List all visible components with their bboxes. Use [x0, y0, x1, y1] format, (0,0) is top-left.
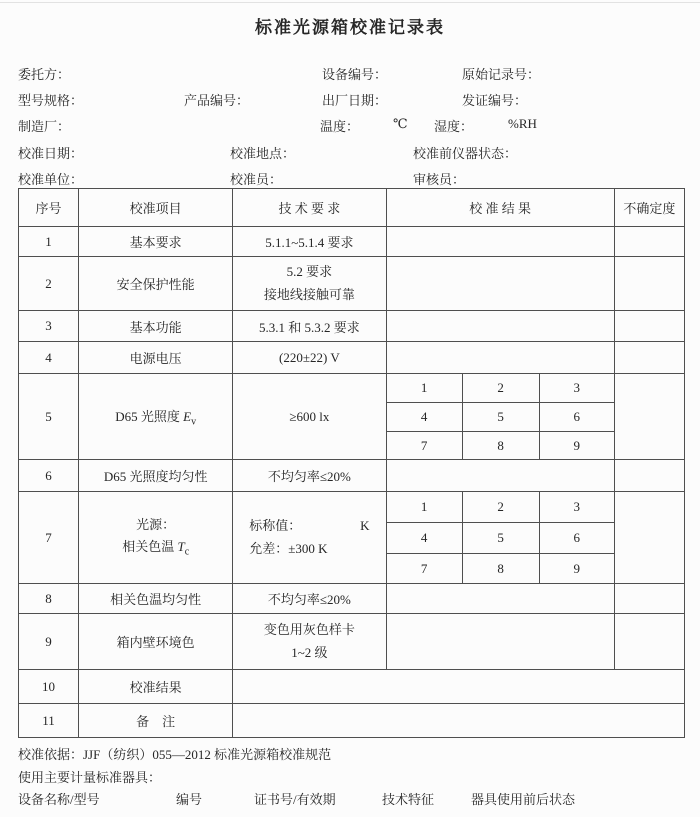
item-text: 相关色温: [122, 539, 178, 555]
temperature-unit: ℃: [393, 116, 408, 131]
requirement-cell: 不均匀率≤20%: [233, 584, 386, 614]
standard-instruments-label: 使用主要计量标准器具：: [18, 770, 162, 785]
result-cell: [386, 460, 614, 492]
result-grid-cell: 7: [386, 432, 462, 460]
item-line: [79, 536, 232, 561]
merged-result-cell: [233, 670, 685, 704]
result-grid-cell: 6: [539, 403, 614, 432]
requirement-cell: [233, 492, 386, 584]
item-cell: 校准结果: [79, 670, 233, 704]
item-symbol: E: [183, 408, 192, 424]
tech-feature-col-header: 技术特征: [382, 792, 435, 807]
result-cell: [386, 257, 614, 311]
requirement-line: 接地线接触可靠: [263, 286, 355, 302]
product-no-label: 产品编号：: [184, 93, 250, 108]
calibration-place-label: 校准地点：: [230, 146, 296, 161]
result-grid-cell: 5: [462, 523, 539, 554]
item-text: D65 光照度: [115, 408, 184, 424]
item-cell: 备 注: [79, 704, 233, 738]
nominal-unit: K: [360, 517, 370, 533]
requirement-cell: [233, 257, 386, 311]
result-grid-cell: 9: [539, 554, 614, 584]
humidity-label: 湿度：: [434, 119, 474, 134]
result-cell: [386, 584, 614, 614]
result-grid-cell: 2: [462, 374, 539, 403]
table-row: [19, 670, 685, 704]
item-cell: 相关色温均匀性: [79, 584, 233, 614]
item-cell: [79, 492, 233, 584]
requirement-cell: ≥600 lx: [233, 374, 386, 460]
model-spec-label: 型号规格：: [18, 93, 84, 108]
serial-no-col-header: 编号: [176, 792, 203, 807]
calibration-org-label: 校准单位：: [18, 172, 84, 187]
uncertainty-cell: [614, 584, 684, 614]
item-cell: 箱内壁环境色: [79, 614, 233, 670]
tolerance-line: 允差：±300 K: [249, 540, 328, 556]
requirement-cell: [233, 614, 386, 670]
result-cell: [386, 227, 614, 257]
requirement-cell: 5.1.1~5.1.4 要求: [233, 227, 386, 257]
row-no-cell: 11: [19, 704, 79, 738]
result-grid-cell: 1: [386, 374, 462, 403]
nominal-value-line: [233, 515, 385, 538]
table-row: [19, 342, 685, 374]
col-header-result: 校 准 结 果: [386, 189, 614, 227]
usage-state-col-header: 器具使用前后状态: [471, 792, 576, 807]
table-row: [19, 257, 685, 311]
scan-edge-line: [0, 2, 700, 3]
col-header-requirement: 技 术 要 求: [233, 189, 386, 227]
table-row: [19, 614, 685, 670]
table-row: [19, 704, 685, 738]
manufacturer-label: 制造厂：: [18, 119, 71, 134]
item-cell: 基本要求: [79, 227, 233, 257]
result-grid-cell: 7: [386, 554, 462, 584]
item-cell: [79, 374, 233, 460]
row-no-cell: 5: [19, 374, 79, 460]
result-grid-cell: 9: [539, 432, 614, 460]
item-cell: 电源电压: [79, 342, 233, 374]
table-row: [19, 460, 685, 492]
certificate-no-label: 发证编号：: [462, 93, 528, 108]
result-grid-cell: 8: [462, 432, 539, 460]
equipment-name-col-header: 设备名称/型号: [18, 792, 100, 807]
reviewer-label: 审核员：: [413, 172, 466, 187]
calibration-table: [18, 188, 685, 738]
page-title: 标准光源箱校准记录表: [255, 18, 445, 37]
row-no-cell: 4: [19, 342, 79, 374]
result-cell: [386, 614, 614, 670]
table-header-row: [19, 189, 685, 227]
result-grid-cell: 2: [462, 492, 539, 523]
row-no-cell: 8: [19, 584, 79, 614]
requirement-line: 5.2 要求: [286, 263, 333, 279]
uncertainty-cell: [614, 257, 684, 311]
pre-calibration-state-label: 校准前仪器状态：: [413, 146, 518, 161]
result-grid-cell: 3: [539, 374, 614, 403]
row-no-cell: 2: [19, 257, 79, 311]
result-grid-cell: 8: [462, 554, 539, 584]
uncertainty-cell: [614, 311, 684, 342]
row-no-cell: 1: [19, 227, 79, 257]
result-grid-cell: 4: [386, 523, 462, 554]
table-row: [19, 492, 685, 523]
item-cell: 基本功能: [79, 311, 233, 342]
item-symbol: T: [177, 539, 185, 555]
table-row: [19, 374, 685, 403]
factory-date-label: 出厂日期：: [322, 93, 388, 108]
device-no-label: 设备编号：: [322, 67, 388, 82]
original-record-no-label: 原始记录号：: [462, 67, 541, 82]
uncertainty-cell: [614, 374, 684, 460]
col-header-uncertainty: 不确定度: [614, 189, 684, 227]
requirement-cell: 不均匀率≤20%: [233, 460, 386, 492]
table-row: [19, 311, 685, 342]
item-cell: D65 光照度均匀性: [79, 460, 233, 492]
uncertainty-cell: [614, 227, 684, 257]
calibration-basis: 校准依据：JJF（纺织）055—2012 标准光源箱校准规范: [18, 747, 332, 762]
item-subscript: v: [191, 416, 197, 428]
requirement-line: 1~2 级: [291, 644, 328, 660]
calibration-date-label: 校准日期：: [18, 146, 84, 161]
result-cell: [386, 342, 614, 374]
table-row: [19, 584, 685, 614]
row-no-cell: 10: [19, 670, 79, 704]
row-no-cell: 6: [19, 460, 79, 492]
result-grid-cell: 6: [539, 523, 614, 554]
result-grid-cell: 1: [386, 492, 462, 523]
requirement-line: 变色用灰色样卡: [263, 621, 355, 637]
uncertainty-cell: [614, 614, 684, 670]
humidity-unit: %RH: [508, 116, 537, 131]
requirement-cell: 5.3.1 和 5.3.2 要求: [233, 311, 386, 342]
col-header-item: 校准项目: [79, 189, 233, 227]
uncertainty-cell: [614, 460, 684, 492]
row-no-cell: 7: [19, 492, 79, 584]
uncertainty-cell: [614, 492, 684, 584]
row-no-cell: 3: [19, 311, 79, 342]
result-cell: [386, 311, 614, 342]
temperature-label: 温度：: [320, 119, 360, 134]
result-grid-cell: 4: [386, 403, 462, 432]
item-line: 光源：: [136, 516, 176, 532]
certificate-validity-col-header: 证书号/有效期: [254, 792, 336, 807]
result-grid-cell: 3: [539, 492, 614, 523]
requirement-cell: (220±22) V: [233, 342, 386, 374]
item-cell: 安全保护性能: [79, 257, 233, 311]
table-row: [19, 227, 685, 257]
item-subscript: c: [184, 546, 190, 558]
merged-result-cell: [233, 704, 685, 738]
client-label: 委托方：: [18, 67, 71, 82]
nominal-label: 标称值：: [249, 517, 302, 533]
calibrator-label: 校准员：: [230, 172, 283, 187]
row-no-cell: 9: [19, 614, 79, 670]
col-header-no: 序号: [19, 189, 79, 227]
result-grid-cell: 5: [462, 403, 539, 432]
uncertainty-cell: [614, 342, 684, 374]
